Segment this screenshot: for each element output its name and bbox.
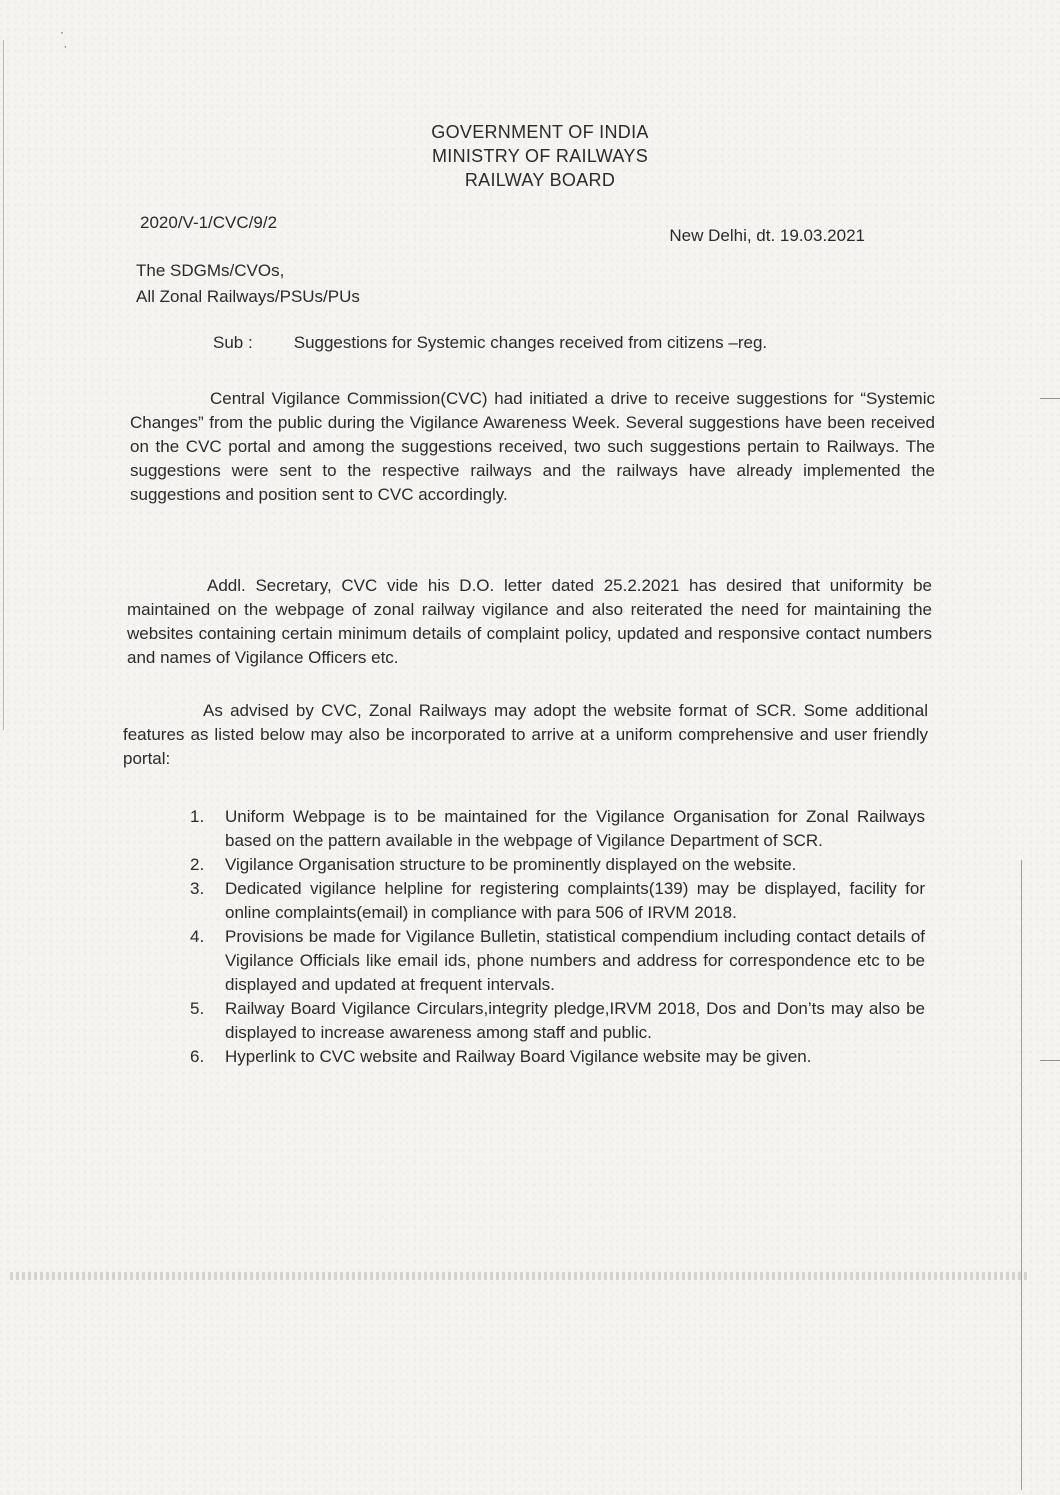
scan-edge-right — [1021, 860, 1022, 1490]
scan-smudge-line — [10, 1272, 1030, 1280]
list-item — [190, 997, 925, 1045]
letter-date: New Delhi, dt. 19.03.2021 — [669, 226, 865, 245]
subject-line — [213, 333, 767, 353]
body-paragraph-1 — [130, 387, 935, 507]
list-item — [190, 1045, 925, 1069]
list-number: 6 . — [190, 1045, 218, 1069]
scan-edge-tick — [1040, 398, 1060, 399]
letterhead-government: GOVERNMENT OF INDIA — [431, 122, 649, 142]
list-text: Dedicated vigilance helpline for registering complaints(139) may be displayed, facility for online complaints(email) in compliance with para 506 of IRVM 2018. — [225, 879, 925, 922]
list-number: 4 . — [190, 925, 218, 949]
list-text: Railway Board Vigilance Circulars,integrity pledge,IRVM 2018, Dos and Don’ts may also be displayed to increase awareness among staff and public. — [225, 999, 925, 1042]
paragraph-text: Addl. Secretary, CVC vide his D.O. letter dated 25.2.2021 has desired that uniformity be maintained on the webpage of zonal railway vigilance and also reiterated the need for maintaining the websites containing certain minimum details of complaint policy, updated and responsive contact numbers and names of Vigilance Officers etc. — [127, 576, 932, 667]
list-text: Provisions be made for Vigilance Bulletin, statistical compendium including contact details of Vigilance Officials like email ids, phone numbers and address for correspondence etc to be displayed and updated at frequent intervals. — [225, 927, 925, 994]
paragraph-text: Central Vigilance Commission(CVC) had initiated a drive to receive suggestions for “Systemic Changes” from the public during the Vigilance Awareness Week. Several suggestions have been received on the CVC portal and among the suggestions received, two such suggestions pertain to Railways. The suggestions were sent to the respective railways and the railways have already implemented the suggestions and position sent to CVC accordingly. — [130, 389, 935, 504]
list-number: 2 . — [190, 853, 218, 877]
letterhead-ministry: MINISTRY OF RAILWAYS — [431, 146, 649, 166]
subject-label: Sub : — [213, 333, 253, 352]
list-number: 1 . — [190, 805, 218, 829]
body-paragraph-3 — [123, 699, 928, 771]
addressee-line-1: The SDGMs/CVOs, — [136, 261, 285, 280]
subject-text: Suggestions for Systemic changes received from citizens –reg. — [293, 333, 768, 352]
scan-marks: · · — [60, 25, 68, 53]
list-number: 3 . — [190, 877, 218, 901]
body-paragraph-2 — [127, 574, 932, 670]
list-item — [190, 853, 925, 877]
list-item — [190, 805, 925, 853]
scan-edge-left — [3, 40, 4, 730]
features-list — [190, 805, 925, 1069]
list-item — [190, 877, 925, 925]
list-item — [190, 925, 925, 997]
list-text: Hyperlink to CVC website and Railway Board Vigilance website may be given. — [225, 1047, 812, 1066]
reference-row — [140, 213, 865, 245]
reference-number: 2020/V-1/CVC/9/2 — [140, 213, 278, 232]
paragraph-text: As advised by CVC, Zonal Railways may adopt the website format of SCR. Some additional features as listed below may also be incorporated to arrive at a uniform comprehensive and user friendly portal: — [123, 701, 928, 768]
letterhead — [360, 120, 720, 192]
addressee-line-2: All Zonal Railways/PSUs/PUs — [136, 287, 360, 306]
list-text: Uniform Webpage is to be maintained for the Vigilance Organisation for Zonal Railways based on the pattern available in the webpage of Vigilance Department of SCR. — [225, 807, 925, 850]
addressee — [136, 258, 360, 310]
list-text: Vigilance Organisation structure to be prominently displayed on the website. — [225, 855, 797, 874]
letterhead-board: RAILWAY BOARD — [464, 170, 616, 190]
scan-edge-tick — [1040, 1060, 1060, 1061]
list-number: 5 . — [190, 997, 218, 1021]
